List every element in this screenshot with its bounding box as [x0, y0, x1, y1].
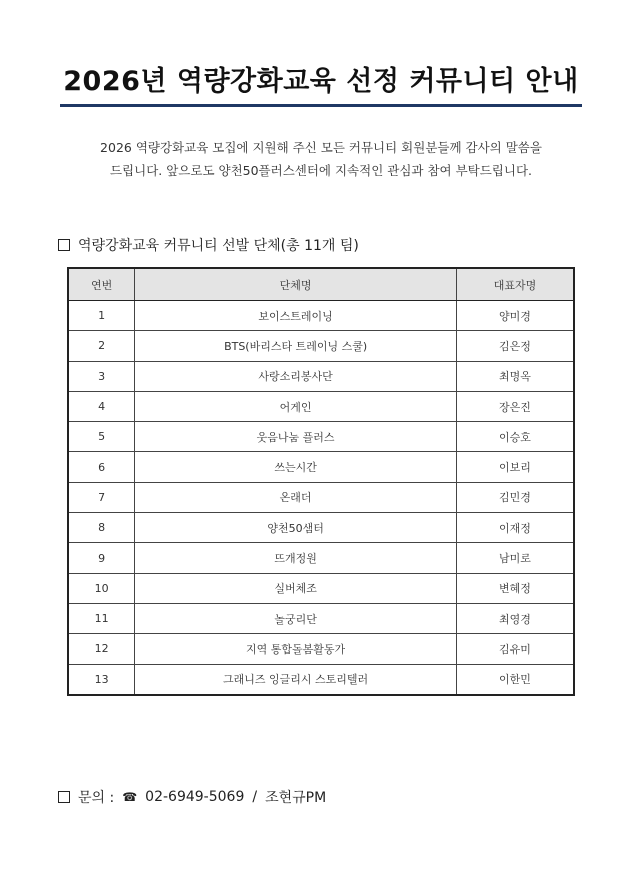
intro-line-1: 2026 역량강화교육 모집에 지원해 주신 모든 커뮤니티 회원분들께 감사의 말씀을 — [100, 140, 542, 155]
row-number: 12 — [68, 634, 135, 664]
section-heading — [58, 235, 359, 255]
row-representative: 양미경 — [456, 301, 574, 331]
table-row — [68, 513, 574, 543]
phone-icon: ☎ — [122, 790, 138, 804]
row-group-name: 쓰는시간 — [135, 452, 457, 482]
contact-phone: 02-6949-5069 — [145, 789, 245, 805]
row-group-name: 뜨개정원 — [135, 543, 457, 573]
row-group-name: 놀궁리단 — [135, 603, 457, 633]
row-number: 8 — [68, 513, 135, 543]
row-number: 6 — [68, 452, 135, 482]
row-representative: 이재정 — [456, 513, 574, 543]
row-number: 1 — [68, 301, 135, 331]
table-row — [68, 573, 574, 603]
table-row — [68, 452, 574, 482]
row-group-name: 온래더 — [135, 482, 457, 512]
row-representative: 남미로 — [456, 543, 574, 573]
row-group-name: 웃음나눔 플러스 — [135, 422, 457, 452]
row-representative: 이승호 — [456, 422, 574, 452]
table-header-row — [68, 268, 574, 301]
contact-label: 문의 : — [78, 790, 115, 806]
row-representative: 이보리 — [456, 452, 574, 482]
table-row — [68, 361, 574, 391]
row-group-name: 사랑소리봉사단 — [135, 361, 457, 391]
row-representative: 최명옥 — [456, 361, 574, 391]
row-number: 3 — [68, 361, 135, 391]
row-number: 13 — [68, 664, 135, 695]
table-row — [68, 543, 574, 573]
table-row — [68, 482, 574, 512]
row-number: 9 — [68, 543, 135, 573]
row-representative: 김유미 — [456, 634, 574, 664]
title-underline — [60, 104, 582, 107]
row-number: 5 — [68, 422, 135, 452]
row-representative: 김은정 — [456, 331, 574, 361]
row-representative: 최영경 — [456, 603, 574, 633]
page-title: 2026년 역량강화교육 선정 커뮤니티 안내 — [63, 66, 579, 97]
community-table — [67, 267, 575, 696]
intro-line-2: 드립니다. 앞으로도 양천50플러스센터에 지속적인 관심과 참여 부탁드립니다. — [109, 163, 533, 178]
row-number: 2 — [68, 331, 135, 361]
checkbox-icon — [58, 791, 70, 803]
checkbox-icon — [58, 239, 70, 251]
row-group-name: BTS(바리스타 트레이닝 스쿨) — [135, 331, 457, 361]
row-group-name: 실버체조 — [135, 573, 457, 603]
table-row — [68, 301, 574, 331]
row-group-name: 양천50샘터 — [135, 513, 457, 543]
row-group-name: 지역 통합돌봄활동가 — [135, 634, 457, 664]
contact-person: 조현규PM — [265, 790, 327, 806]
header-group-name: 단체명 — [135, 268, 457, 301]
row-number: 11 — [68, 603, 135, 633]
row-number: 10 — [68, 573, 135, 603]
row-number: 7 — [68, 482, 135, 512]
header-representative: 대표자명 — [456, 268, 574, 301]
section-heading-text: 역량강화교육 커뮤니티 선발 단체(총 11개 팀) — [78, 238, 359, 254]
table-row — [68, 422, 574, 452]
table-row — [68, 603, 574, 633]
contact-separator: / — [252, 789, 258, 805]
contact-line — [58, 787, 326, 807]
table-row — [68, 391, 574, 421]
row-number: 4 — [68, 391, 135, 421]
row-group-name: 그래니즈 잉글리시 스토리텔러 — [135, 664, 457, 695]
row-group-name: 보이스트레이닝 — [135, 301, 457, 331]
row-group-name: 어게인 — [135, 391, 457, 421]
intro-paragraph — [60, 136, 582, 182]
table-row — [68, 634, 574, 664]
row-representative: 김민경 — [456, 482, 574, 512]
table-row — [68, 664, 574, 695]
header-number: 연번 — [68, 268, 135, 301]
row-representative: 변혜정 — [456, 573, 574, 603]
row-representative: 이한민 — [456, 664, 574, 695]
table-row — [68, 331, 574, 361]
row-representative: 장은진 — [456, 391, 574, 421]
